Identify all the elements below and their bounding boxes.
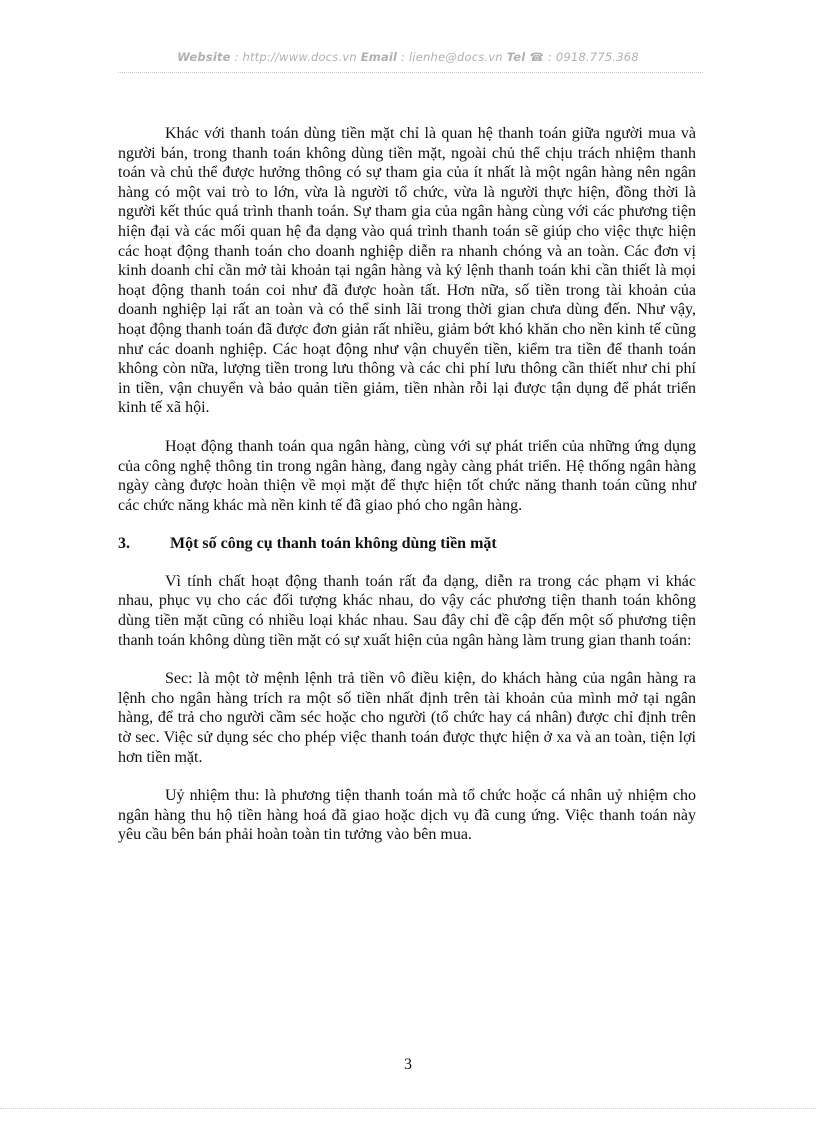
paragraph: Uỷ nhiệm thu: là phương tiện thanh toán mà tổ chức hoặc cá nhân uỷ nhiệm cho ngân hàng thu hộ tiền hàng hoá đã giao hoặc dịch vụ đã cung ứng. Việc thanh toán này yêu cầu bên bán phải hoàn toàn tin tưởng vào bên mua. <box>118 787 696 844</box>
page-header <box>0 50 816 64</box>
section-number: 3. <box>118 535 130 553</box>
website-label: Website <box>177 50 231 64</box>
paragraph: Vì tính chất hoạt động thanh toán rất đa dạng, diễn ra trong các phạm vi khác nhau, phục vụ cho các đối tượng khác nhau, do vậy các phương tiện thanh toán không dùng tiền mặt cũng có nhiều loại khác nhau. Sau đây chỉ đề cập đến một số phương tiện thanh toán không dùng tiền mặt có sự xuất hiện của ngân hàng làm trung gian thanh toán: <box>118 572 696 649</box>
email-label: Email <box>360 50 398 64</box>
paragraph: Khác với thanh toán dùng tiền mặt chỉ là quan hệ thanh toán giữa người mua và người bán, trong thanh toán không dùng tiền mặt, ngoài chủ thể chịu trách nhiệm thanh toán và chủ thể được hưởng thông có sự tham gia của ít nhất là một ngân hàng nên ngân hàng có một vai trò to lớn, vừa là người tổ chức, vừa là người thực hiện, đồng thời là người kết thúc quá trình thanh toán. Sự tham gia của ngân hàng cùng với các phương tiện hiện đại và các mối quan hệ đa dạng vào quá trình thanh toán sẽ giúp cho việc thực hiện các hoạt động thanh toán cho doanh nghiệp diễn ra nhanh chóng và an toàn. Các đơn vị kinh doanh chỉ cần mở tài khoản tại ngân hàng và ký lệnh thanh toán khi cần thiết là mọi hoạt động thanh toán coi như đã được hoàn tất. Hơn nữa, số tiền trong tài khoản của doanh nghiệp lại rất an toàn và có thể sinh lãi trong thời gian chưa dùng đến. Như vậy, hoạt động thanh toán đã được đơn giản rất nhiều, giảm bớt khó khăn cho nền kinh tế cũng như các doanh nghiệp. Các hoạt động như vận chuyển tiền, kiểm tra tiền để thanh toán không còn nữa, lượng tiền trong lưu thông và các chi phí lưu thông cần thiết như chi phí in tiền, vận chuyển và bảo quản tiền giảm, tiền nhàn rỗi lại được tận dụng để phát triển kinh tế xã hội. <box>118 125 696 417</box>
tel-number: : 0918.775.368 <box>547 50 639 64</box>
page-body <box>118 124 696 864</box>
section-heading <box>118 534 696 554</box>
footer-divider <box>0 1108 816 1109</box>
email-address: : lienhe@docs.vn <box>401 50 503 64</box>
section-title: Một số công cụ thanh toán không dùng tiền mặt <box>170 535 497 553</box>
header-divider <box>118 72 703 73</box>
paragraph: Sec: là một tờ mệnh lệnh trả tiền vô điều kiện, do khách hàng của ngân hàng ra lệnh cho ngân hàng trích ra một số tiền nhất định trên tài khoản của mình mở tại ngân hàng, để trả cho người cầm séc hoặc cho người (tổ chức hay cá nhân) được chỉ định trên tờ sec. Việc sử dụng séc cho phép việc thanh toán được thực hiện ở xa và an toàn, tiện lợi hơn tiền mặt. <box>118 670 696 766</box>
tel-label: Tel ☎ <box>506 50 545 64</box>
paragraph: Hoạt động thanh toán qua ngân hàng, cùng với sự phát triển của những ứng dụng của công nghệ thông tin trong ngân hàng, đang ngày càng phát triển. Hệ thống ngân hàng ngày càng được hoàn thiện về mọi mặt để thực hiện tốt chức năng thanh toán cũng như các chức năng khác mà nền kinh tế đã giao phó cho ngân hàng. <box>118 437 696 514</box>
website-url: : http://www.docs.vn <box>234 50 357 64</box>
page-number: 3 <box>404 1056 412 1073</box>
